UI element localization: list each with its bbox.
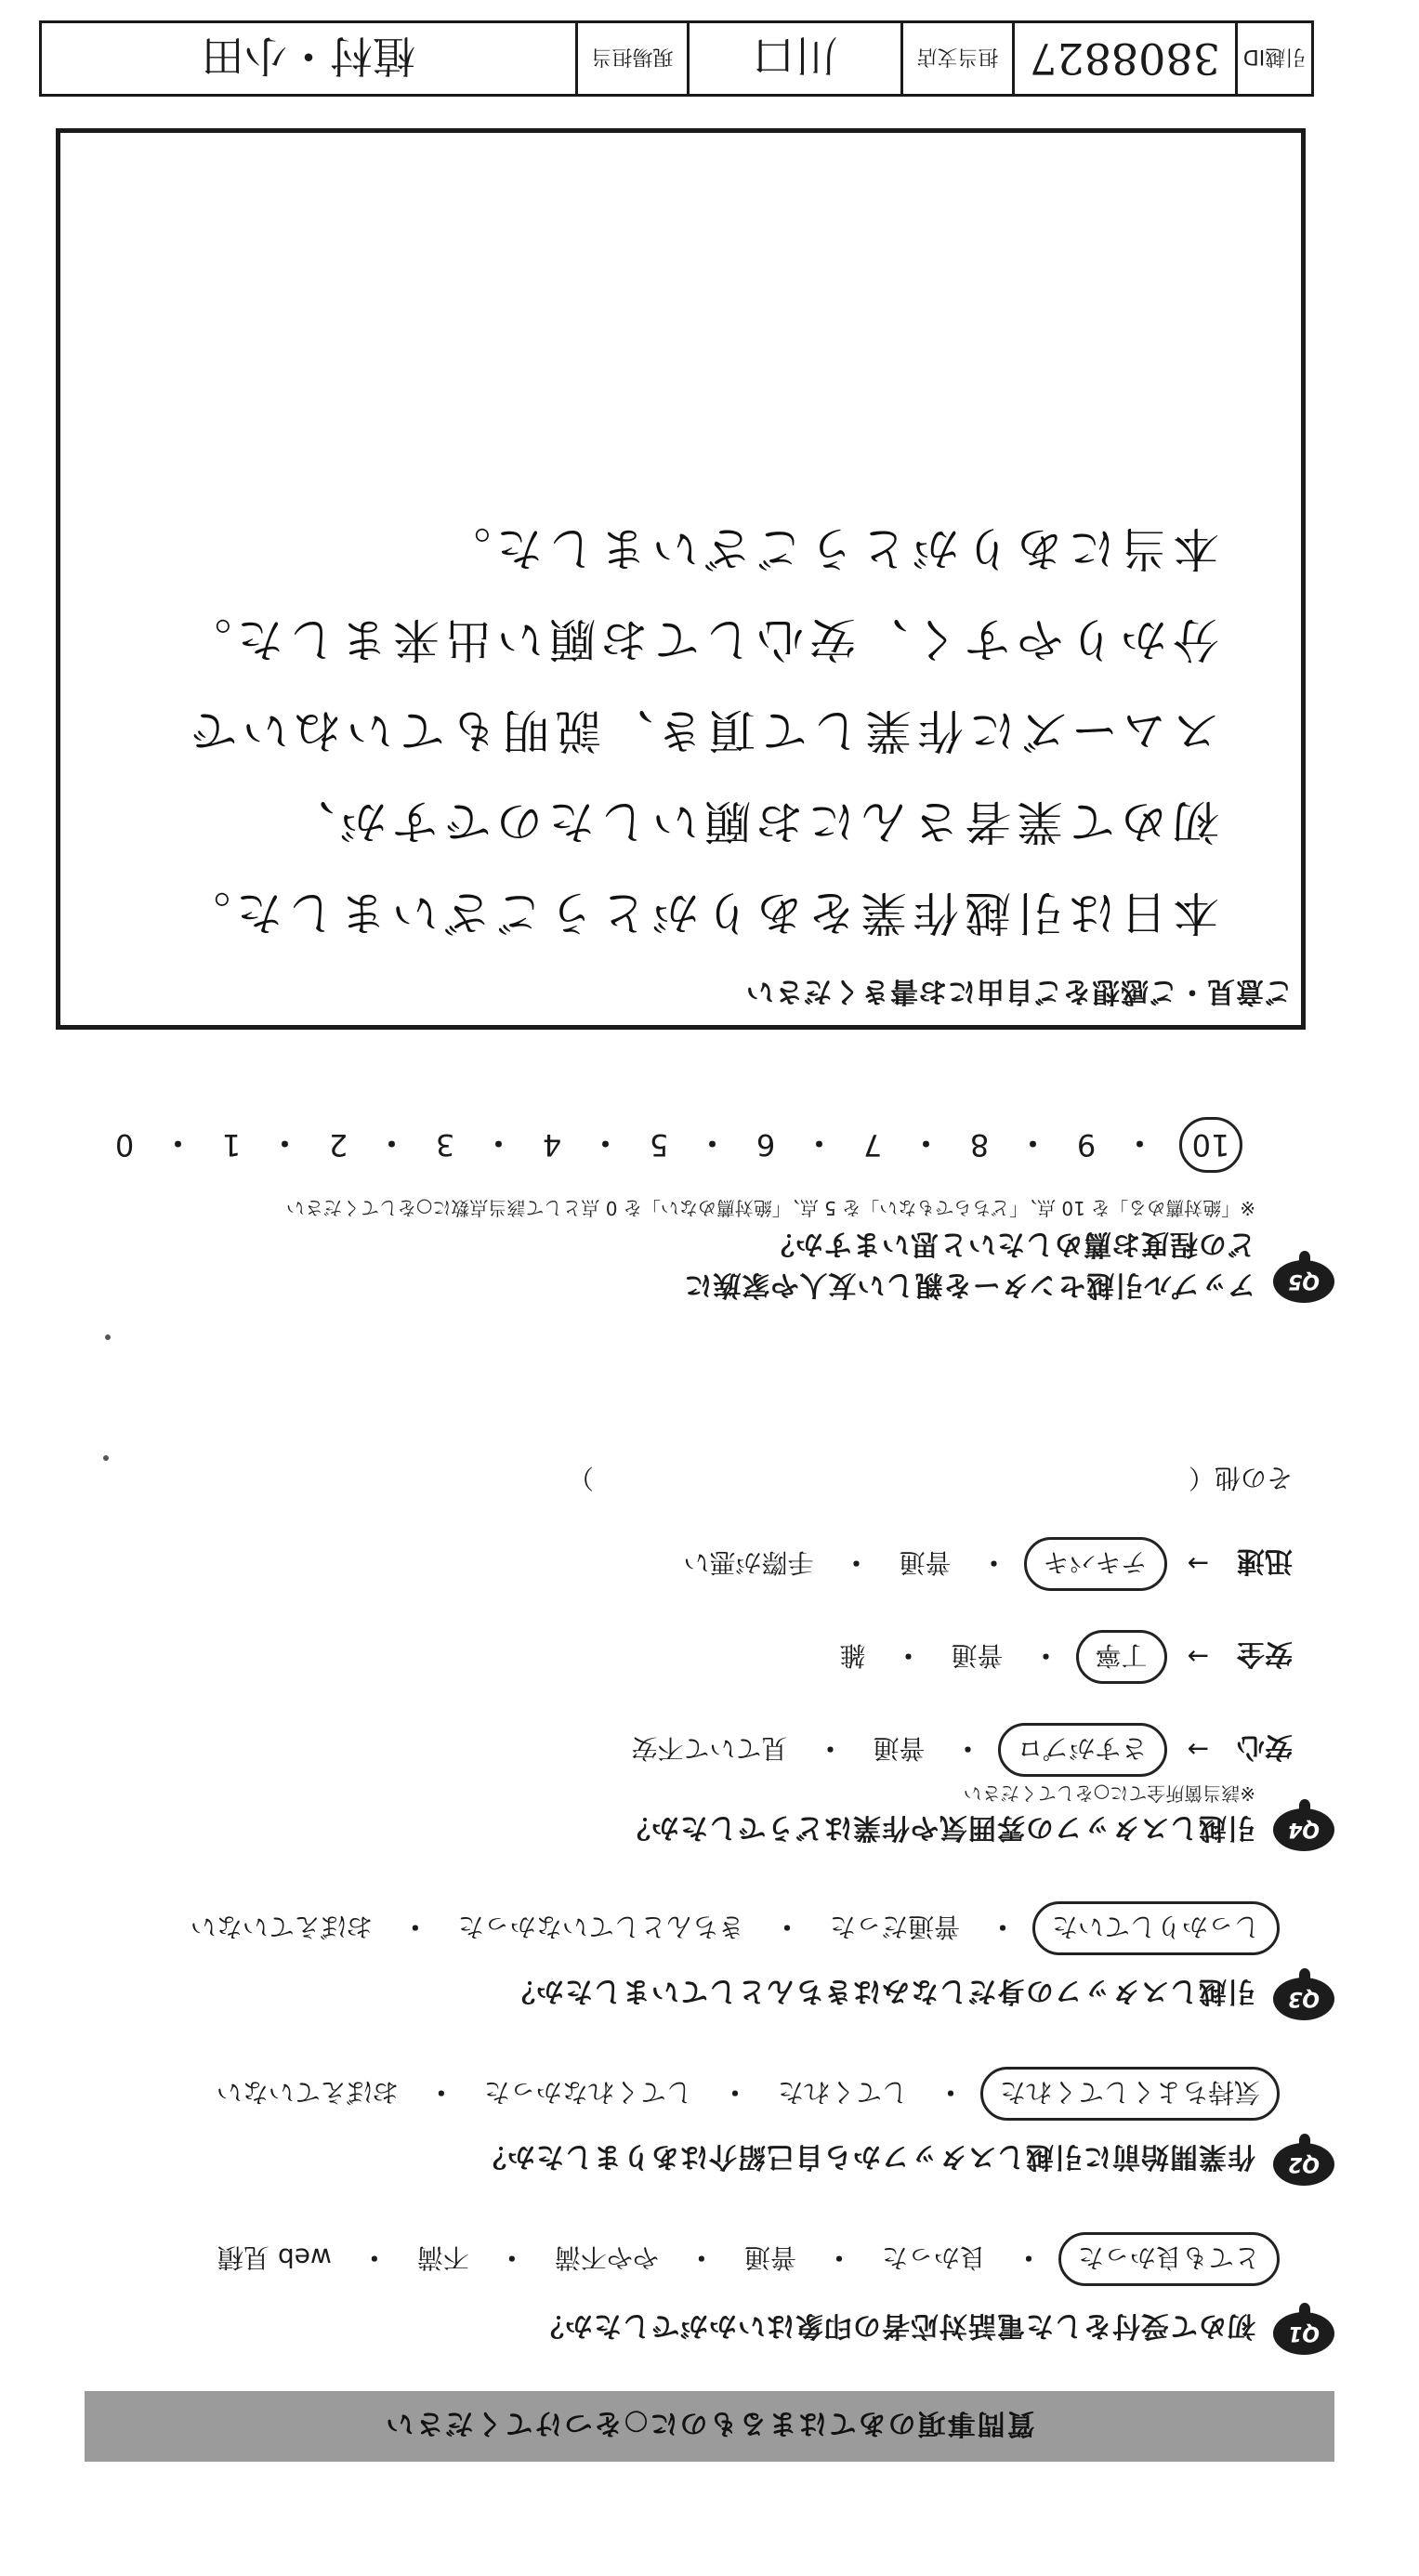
q3-badge: Q3 <box>1273 1978 1334 2020</box>
score-3[interactable]: 3 <box>435 1127 455 1163</box>
q4-badge: Q4 <box>1273 1808 1334 1851</box>
q5-question-line1: アップル引越センターを親しい友人や家族に <box>683 1268 1255 1301</box>
arrow-icon: → <box>1187 1734 1209 1766</box>
q3-options: しっかりしていた ・ 普通だった ・ きちんとしていなかった ・ おぼえていない <box>177 1901 1280 1955</box>
scan-speck <box>103 1455 109 1461</box>
info-table <box>39 20 1314 97</box>
q1-option-very-good[interactable]: とても良かった <box>1058 2232 1280 2286</box>
q4-row-label: 迅速 <box>1237 1544 1293 1577</box>
score-7[interactable]: 7 <box>862 1127 883 1163</box>
q4-option-clumsy[interactable]: 手際が悪い <box>683 1547 814 1578</box>
arrow-icon: → <box>1187 1548 1209 1580</box>
score-2[interactable]: 2 <box>328 1127 348 1163</box>
instruction-text: 質問事項のあてはまるものに○をつけてください <box>384 2407 1035 2439</box>
q5-note: ※「絶対薦める」を 10 点、「どちらでもない」を 5 点、「絶対薦めない」を 0 点として該当点数に○をしてください <box>285 1197 1255 1219</box>
q4-option-normal[interactable]: 普通 <box>951 1640 1004 1671</box>
q4-row-label: 安全 <box>1237 1637 1293 1670</box>
q2-option-dont-remember[interactable]: おぼえていない <box>216 2077 399 2108</box>
move-id-value: 3808827 <box>1012 23 1235 94</box>
q4-other-field[interactable] <box>594 1465 1189 1493</box>
staff-value: 植村・小田 <box>202 31 415 81</box>
q2-option-pleasantly[interactable]: 気持ちよくしてくれた <box>980 2067 1280 2121</box>
comment-line: 本当にありがとうございました。 <box>439 521 1219 575</box>
q1-option-normal[interactable]: 普通 <box>743 2242 796 2273</box>
score-8[interactable]: 8 <box>969 1127 990 1163</box>
q4-question: 引越しスタッフの雰囲気や作業はどうでしたか？ <box>622 1811 1255 1844</box>
score-5[interactable]: 5 <box>649 1127 669 1163</box>
q1-option-good[interactable]: 良かった <box>881 2242 986 2273</box>
comment-line: 本日は引越作業をありがとうございました。 <box>178 886 1219 940</box>
q2-badge: Q2 <box>1273 2143 1334 2186</box>
q4-option-normal[interactable]: 普通 <box>873 1733 926 1764</box>
q4-row-label: 安心 <box>1237 1730 1293 1763</box>
score-9[interactable]: 9 <box>1076 1127 1097 1163</box>
comment-line: 分かりやすく、安心してお願い出来ました。 <box>179 612 1219 666</box>
q4-row-safety: 安全 → 丁寧 ・ 普通 ・ 雑 <box>826 1630 1293 1684</box>
q4-option-professional[interactable]: さすがプロ <box>998 1723 1167 1777</box>
comment-title: ご意見・ご感想をご自由にお書きください <box>745 975 1293 1007</box>
q3-option-not-neat[interactable]: きちんとしていなかった <box>457 1912 744 1942</box>
q4-row-speed: 迅速 → テキパキ ・ 普通 ・ 手際が悪い <box>670 1537 1293 1591</box>
q5-badge: Q5 <box>1273 1260 1334 1303</box>
scan-speck <box>105 1334 111 1340</box>
q4-option-anxious[interactable]: 見ていて不安 <box>631 1733 788 1764</box>
q4-option-normal[interactable]: 普通 <box>899 1547 952 1578</box>
q4-option-careful[interactable]: 丁寧 <box>1076 1630 1167 1684</box>
q4-option-efficient[interactable]: テキパキ <box>1024 1537 1167 1591</box>
score-10[interactable]: 10 <box>1179 1117 1242 1173</box>
q1-option-web-estimate[interactable]: web 見積 <box>217 2242 332 2273</box>
q3-option-normal[interactable]: 普通だった <box>829 1912 960 1942</box>
q4-other-label: その他（ <box>1188 1463 1293 1493</box>
q3-question: 引越しスタッフの身だしなみはきちんとしていましたか？ <box>506 1975 1255 2007</box>
score-6[interactable]: 6 <box>755 1127 776 1163</box>
staff-label: 現場担当 <box>575 23 687 94</box>
comment-line: 初めて業者さんにお願いしたのですが、 <box>282 795 1219 848</box>
arrow-icon: → <box>1187 1641 1209 1673</box>
score-4[interactable]: 4 <box>542 1127 562 1163</box>
q1-question: 初めて受付をした電話対応者の印象はいかがでしたか？ <box>535 2309 1255 2342</box>
q4-other-close: ） <box>568 1463 595 1493</box>
score-0[interactable]: 0 <box>114 1127 135 1163</box>
q4-note: ※該当箇所全てに○をしてください <box>963 1782 1255 1805</box>
score-1[interactable]: 1 <box>221 1127 242 1163</box>
q2-option-yes[interactable]: してくれた <box>777 2077 908 2108</box>
q3-option-neat[interactable]: しっかりしていた <box>1032 1901 1280 1955</box>
q2-question: 作業開始前に引越しスタッフから自己紹介はありましたか？ <box>478 2140 1255 2173</box>
q1-options: とても良かった ・ 良かった ・ 普通 ・ やや不満 ・ 不満 ・ web 見積 <box>204 2232 1280 2286</box>
branch-label: 担当支店 <box>900 23 1012 94</box>
comment-line: スムーズに作業して頂き、説明もていねいで <box>185 703 1219 757</box>
q1-badge: Q1 <box>1273 2312 1334 2355</box>
q3-option-dont-remember[interactable]: おぼえていない <box>190 1912 373 1942</box>
instruction-banner <box>85 2391 1334 2462</box>
q2-options: 気持ちよくしてくれた ・ してくれた ・ してくれなかった ・ おぼえていない <box>204 2067 1280 2121</box>
move-id-label: 引越ID <box>1235 23 1311 94</box>
q4-row-other <box>568 1461 1293 1498</box>
q4-row-reassurance: 安心 → さすがプロ ・ 普通 ・ 見ていて不安 <box>618 1723 1293 1777</box>
q1-option-somewhat-dissatisfied[interactable]: やや不満 <box>554 2242 659 2273</box>
branch-value: 川口 <box>687 23 900 94</box>
q2-option-no[interactable]: してくれなかった <box>483 2077 692 2108</box>
q5-question-line2: どの程度お薦めしたいと思いますか？ <box>766 1228 1255 1260</box>
q5-scale: 10 ・ 9 ・ 8 ・ 7 ・ 6 ・ 5 ・ 4 ・ 3 ・ 2 ・ 1 ・ 0 <box>111 1117 1242 1173</box>
q4-option-rough[interactable]: 雑 <box>839 1640 866 1671</box>
q1-option-dissatisfied[interactable]: 不満 <box>416 2242 469 2273</box>
